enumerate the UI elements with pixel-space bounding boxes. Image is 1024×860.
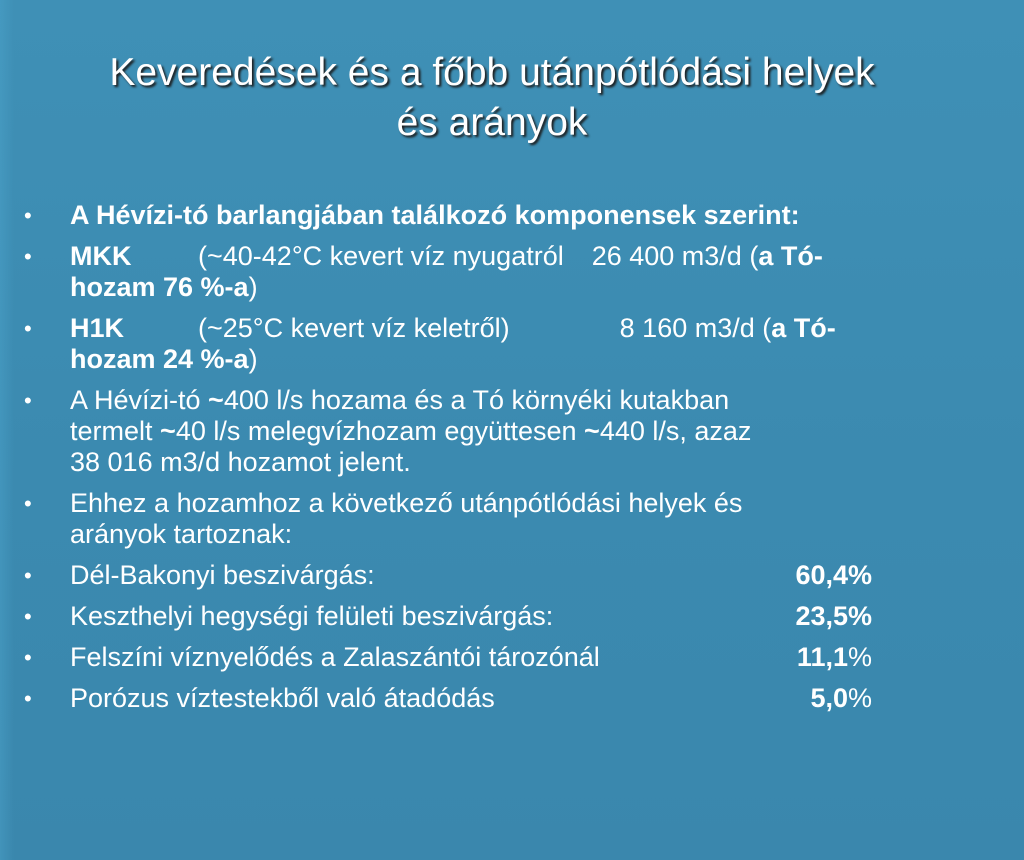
bullet-text: A Hévízi-tó barlangjában találkozó komponensek szerint: (70, 200, 800, 230)
mkk-share: a Tó- (758, 241, 823, 271)
percentage-sign: % (847, 642, 872, 672)
slide-title-line-1: Keveredések és a főbb utánpótlódási helyek (109, 51, 875, 94)
source-row (22, 642, 982, 673)
h1k-share: a Tó- (771, 313, 836, 343)
bullet-marker: • (24, 645, 32, 670)
percentage-value: 60,4% (795, 560, 872, 590)
slide-title (20, 48, 964, 148)
bullet-marker: • (24, 491, 32, 516)
percentage-value: 23,5% (795, 601, 872, 631)
bullet-marker: • (24, 604, 32, 629)
source-label: Felszíni víznyelődés a Zalaszántói tározónál (70, 642, 600, 672)
source-label: Keszthelyi hegységi felületi beszivárgás: (70, 601, 554, 631)
bullet-text: 400 l/s hozama és a Tó környéki kutakban (223, 385, 730, 415)
bullet-marker: • (24, 244, 32, 269)
h1k-flow: 8 160 m3/d ( (619, 313, 772, 343)
mkk-code: MKK (70, 241, 132, 271)
bullet-item-components (22, 200, 982, 231)
bullet-item-mkk (22, 241, 982, 303)
bullet-item-total-flow (22, 385, 982, 478)
percentage-value: 11,1 (796, 642, 848, 672)
bullet-list (22, 200, 982, 724)
mkk-description: (~40-42°C kevert víz nyugatról (198, 241, 564, 271)
percentage-sign: % (847, 683, 872, 713)
mkk-share-end: ) (248, 272, 258, 302)
bullet-marker: • (24, 686, 32, 711)
source-row (22, 601, 982, 632)
bullet-text: arányok tartoznak: (70, 519, 293, 549)
percentage-value: 5,0 (810, 683, 848, 713)
approx-sign: ~ (160, 416, 176, 446)
bullet-item-h1k (22, 313, 982, 375)
bullet-text: 40 l/s melegvízhozam együttesen (175, 416, 585, 446)
mkk-flow: 26 400 m3/d ( (591, 241, 759, 271)
h1k-share-cont: hozam 24 %-a (70, 344, 249, 374)
bullet-text: termelt (70, 416, 161, 446)
mkk-share-cont: hozam 76 %-a (70, 272, 249, 302)
bullet-marker: • (24, 203, 32, 228)
bullet-text: 440 l/s, azaz (599, 416, 752, 446)
source-label: Dél-Bakonyi beszivárgás: (70, 560, 375, 590)
source-percentage (797, 642, 872, 673)
source-percentage (795, 601, 872, 632)
h1k-share-end: ) (248, 344, 258, 374)
source-percentage (810, 683, 872, 714)
bullet-text: A Hévízi-tó (70, 385, 209, 415)
source-row (22, 683, 982, 714)
h1k-code: H1K (70, 313, 125, 343)
bullet-marker: • (24, 563, 32, 588)
source-row (22, 560, 982, 591)
bullet-text: 38 016 m3/d hozamot jelent. (70, 447, 411, 477)
approx-sign: ~ (584, 416, 600, 446)
h1k-description: (~25°C kevert víz keletről) (198, 313, 510, 343)
slide-title-line-2: és arányok (396, 101, 588, 144)
bullet-item-intro-sources (22, 488, 982, 550)
source-label: Porózus víztestekből való átadódás (70, 683, 495, 713)
approx-sign: ~ (208, 385, 224, 415)
source-percentage (795, 560, 872, 591)
bullet-marker: • (24, 388, 32, 413)
bullet-text: Ehhez a hozamhoz a következő utánpótlódási helyek és (70, 488, 743, 518)
slide-edge-highlight (0, 0, 14, 860)
bullet-marker: • (24, 316, 32, 341)
